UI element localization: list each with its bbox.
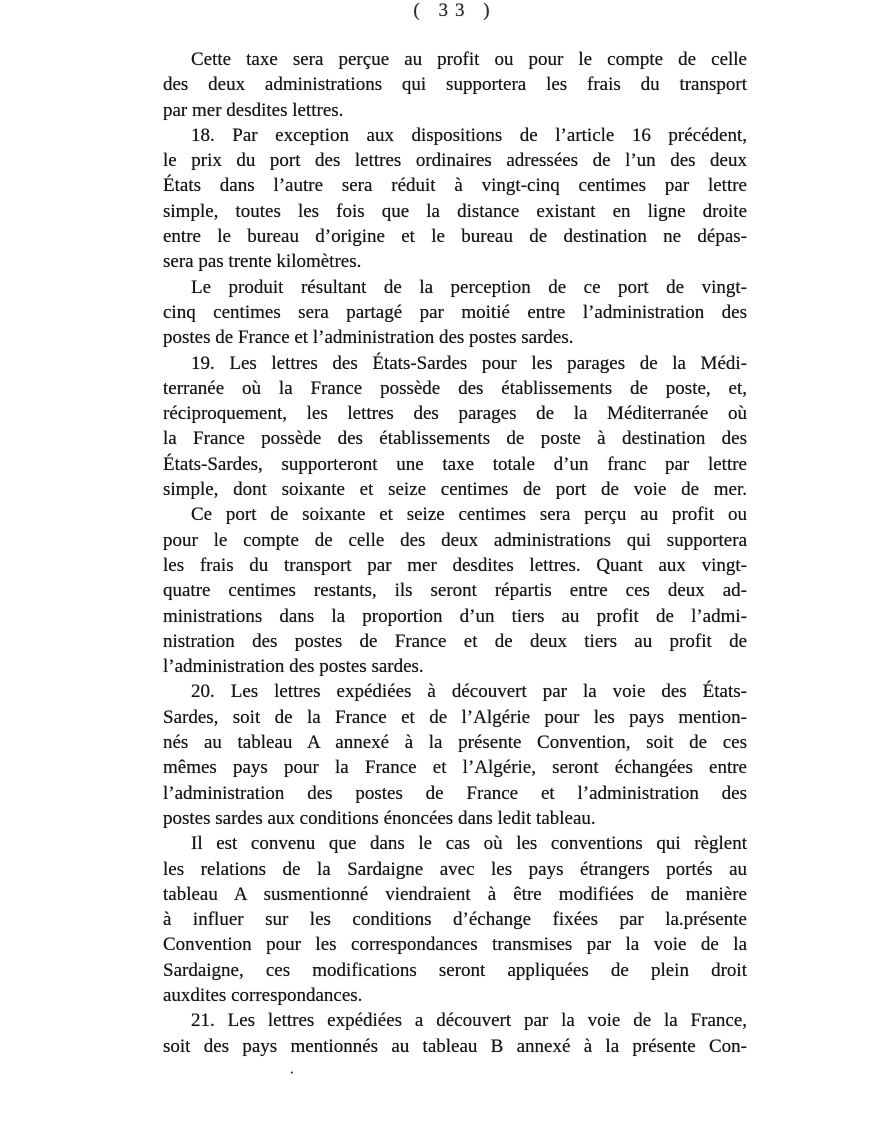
- text-line: cinq centimes sera partagé par moitié entre l’administration des: [163, 301, 747, 323]
- text-line: simple, toutes les fois que la distance existant en ligne droite: [163, 200, 747, 222]
- text-line: Sardes, soit de la France et de l’Algérie pour les pays mention-: [163, 706, 747, 728]
- text-line: des deux administrations qui supportera les frais du transport: [163, 74, 747, 96]
- text-line: 21. Les lettres expédiées a découvert par la voie de la France,: [191, 1010, 747, 1032]
- text-line: terranée où la France possède des établissements de poste, et,: [163, 377, 747, 399]
- text-line: nés au tableau A annexé à la présente Convention, soit de ces: [163, 732, 747, 754]
- text-line: le prix du port des lettres ordinaires adressées de l’un des deux: [163, 150, 747, 172]
- text-line: réciproquement, les lettres des parages de la Méditerranée où: [163, 403, 747, 425]
- text-line: nistration des postes de France et de deux tiers au profit de: [163, 630, 747, 652]
- text-line: l’administration des postes de France et l’administration des: [163, 782, 747, 804]
- text-line: 19. Les lettres des États-Sardes pour les parages de la Médi-: [191, 352, 747, 374]
- text-line: la France possède des établissements de poste à destination des: [163, 428, 747, 450]
- page-number-fragment-text: ( 33 ): [413, 0, 497, 21]
- text-line: Convention pour les correspondances transmises par la voie de la: [163, 934, 747, 956]
- text-line: mêmes pays pour la France et l’Algérie, seront échangées entre: [163, 757, 747, 779]
- text-line: les relations de la Sardaigne avec les pays étrangers portés au: [163, 858, 747, 880]
- text-line: soit des pays mentionnés au tableau B annexé à la présente Con-: [163, 1035, 747, 1057]
- text-line: États dans l’autre sera réduit à vingt-cinq centimes par lettre: [163, 175, 747, 197]
- text-line: Il est convenu que dans le cas où les conventions qui règlent: [191, 833, 747, 855]
- text-line: ministrations dans la proportion d’un tiers au profit de l’admi-: [163, 605, 747, 627]
- text-line: sera pas trente kilomètres.: [163, 251, 362, 273]
- text-line: postes sardes aux conditions énoncées dans ledit tableau.: [163, 807, 596, 829]
- ink-speck-mark: ·: [289, 1063, 295, 1082]
- text-line: simple, dont soixante et seize centimes de port de voie de mer.: [163, 479, 747, 501]
- text-line: entre le bureau d’origine et le bureau de destination ne dépas-: [163, 226, 747, 248]
- body-text-block: [163, 47, 747, 1059]
- text-line: postes de France et l’administration des postes sardes.: [163, 327, 574, 349]
- text-line: Sardaigne, ces modifications seront appliquées de plein droit: [163, 959, 747, 981]
- text-line: l’administration des postes sardes.: [163, 656, 424, 678]
- text-line: auxdites correspondances.: [163, 984, 363, 1006]
- text-line: les frais du transport par mer desdites lettres. Quant aux vingt-: [163, 554, 747, 576]
- text-line: États-Sardes, supporteront une taxe totale d’un franc par lettre: [163, 453, 747, 475]
- text-line: Ce port de soixante et seize centimes sera perçu au profit ou: [191, 504, 747, 526]
- text-line: par mer desdites lettres.: [163, 99, 344, 121]
- text-line: 20. Les lettres expédiées à découvert par la voie des États-: [191, 681, 747, 703]
- text-line: tableau A susmentionné viendraient à être modifiées de manière: [163, 883, 747, 905]
- text-line: pour le compte de celle des deux administrations qui supportera: [163, 529, 747, 551]
- text-line: 18. Par exception aux dispositions de l’article 16 précédent,: [191, 124, 747, 146]
- cutoff-page-number: [163, 0, 747, 39]
- text-line: Le produit résultant de la perception de ce port de vingt-: [191, 276, 747, 298]
- text-line: quatre centimes restants, ils seront répartis entre ces deux ad-: [163, 580, 747, 602]
- text-line: à influer sur les conditions d’échange fixées par la.présente: [163, 909, 747, 931]
- text-line: Cette taxe sera perçue au profit ou pour le compte de celle: [191, 49, 747, 70]
